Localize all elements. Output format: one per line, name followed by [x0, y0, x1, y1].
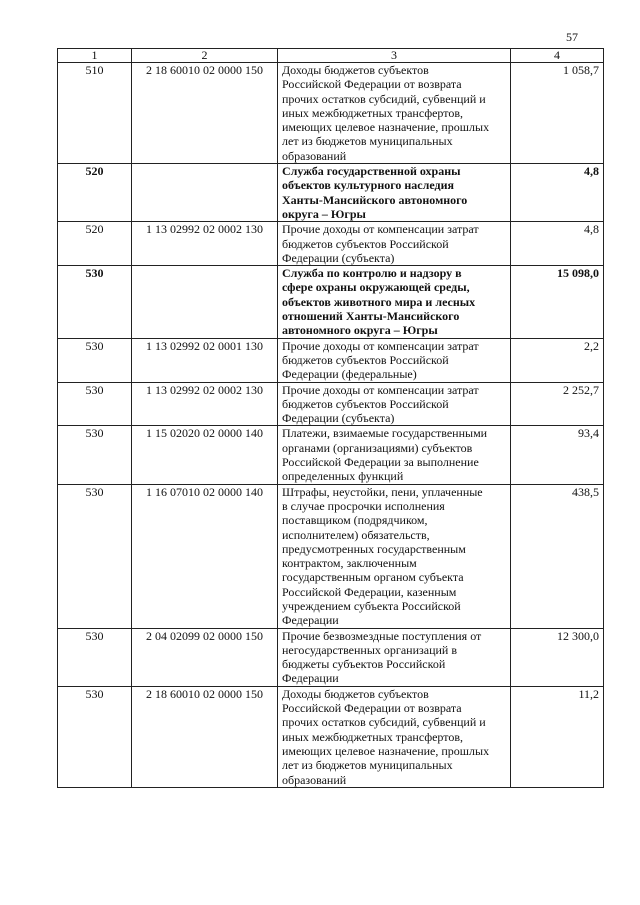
revenue-name-line: лет из бюджетов муниципальных: [282, 134, 453, 149]
revenue-name-line: государственным органом субъекта: [282, 570, 464, 585]
revenue-name-line: исполнителем) обязательств,: [282, 527, 430, 542]
revenue-name-line: органами (организациями) субъектов: [282, 440, 473, 455]
revenue-name-line: объектов животного мира и лесных: [282, 294, 476, 309]
revenue-name-cell: [278, 338, 511, 382]
revenue-name-line: Прочие безвозмездные поступления от: [282, 628, 482, 643]
revenue-name-line: иных межбюджетных трансфертов,: [282, 729, 464, 744]
amount-cell: 4,8: [511, 164, 604, 222]
revenue-name-line: негосударственных организаций в: [282, 642, 458, 657]
budget-code-cell: 1 13 02992 02 0002 130: [132, 382, 278, 426]
admin-code-cell: 530: [58, 338, 132, 382]
revenue-name-line: Прочие доходы от компенсации затрат: [282, 222, 479, 237]
table-row: [58, 222, 604, 266]
amount-cell: 1 058,7: [511, 63, 604, 164]
table-body: [58, 63, 604, 788]
table-row: [58, 338, 604, 382]
revenue-name-cell: [278, 426, 511, 484]
table-row-department: [58, 266, 604, 338]
revenue-name-line: лет из бюджетов муниципальных: [282, 758, 453, 773]
amount-cell: 93,4: [511, 426, 604, 484]
revenue-name-line: образований: [282, 148, 347, 163]
column-header-3: 3: [278, 49, 511, 63]
revenue-name-line: бюджетов субъектов Российской: [282, 236, 449, 251]
table-row: [58, 686, 604, 787]
column-header-1: 1: [58, 49, 132, 63]
revenue-name-line: иных межбюджетных трансфертов,: [282, 105, 464, 120]
admin-code-cell: 530: [58, 484, 132, 628]
budget-code-cell: 1 13 02992 02 0002 130: [132, 222, 278, 266]
revenue-name-line: имеющих целевое назначение, прошлых: [282, 743, 490, 758]
page-number: 57: [566, 30, 578, 44]
revenue-name-line: Федерации: [282, 671, 339, 686]
amount-cell: 15 098,0: [511, 266, 604, 338]
revenue-name-line: образований: [282, 772, 347, 787]
revenue-name-line: предусмотренных государственным: [282, 541, 466, 556]
admin-code-cell: 520: [58, 164, 132, 222]
revenue-name-cell: [278, 484, 511, 628]
amount-cell: 12 300,0: [511, 628, 604, 686]
budget-code-cell: 1 16 07010 02 0000 140: [132, 484, 278, 628]
revenue-name-cell: [278, 164, 511, 222]
admin-code-cell: 530: [58, 686, 132, 787]
revenue-name-line: Служба по контролю и надзору в: [282, 266, 462, 281]
revenue-name-line: Российской Федерации от возврата: [282, 77, 462, 92]
revenue-name-cell: [278, 382, 511, 426]
table-header-row: [58, 49, 604, 63]
revenue-name-line: Федерации (субъекта): [282, 411, 395, 426]
revenue-name-line: бюджетов субъектов Российской: [282, 396, 449, 411]
amount-cell: 2 252,7: [511, 382, 604, 426]
revenue-name-line: Федерации (федеральные): [282, 367, 417, 382]
revenue-name-line: учреждением субъекта Российской: [282, 598, 461, 613]
revenue-name-line: в случае просрочки исполнения: [282, 498, 445, 513]
revenue-name-line: Доходы бюджетов субъектов: [282, 686, 429, 701]
amount-cell: 4,8: [511, 222, 604, 266]
budget-code-cell: 2 04 02099 02 0000 150: [132, 628, 278, 686]
revenue-name-cell: [278, 63, 511, 164]
budget-code-cell: 1 15 02020 02 0000 140: [132, 426, 278, 484]
budget-code-cell: [132, 164, 278, 222]
admin-code-cell: 510: [58, 63, 132, 164]
revenue-name-line: Российской Федерации, казенным: [282, 584, 457, 599]
table-row: [58, 382, 604, 426]
revenue-name-line: поставщиком (подрядчиком,: [282, 513, 428, 528]
table-row: [58, 628, 604, 686]
revenue-name-line: автономного округа – Югры: [282, 323, 438, 338]
revenue-name-line: Российской Федерации за выполнение: [282, 455, 479, 470]
revenue-name-line: объектов культурного наследия: [282, 178, 455, 193]
revenue-name-line: контрактом, заключенным: [282, 556, 417, 571]
admin-code-cell: 530: [58, 266, 132, 338]
revenue-name-line: Федерации: [282, 613, 339, 628]
amount-cell: 11,2: [511, 686, 604, 787]
admin-code-cell: 520: [58, 222, 132, 266]
column-header-2: 2: [132, 49, 278, 63]
revenue-name-line: Доходы бюджетов субъектов: [282, 63, 429, 77]
revenue-name-line: Ханты-Мансийского автономного: [282, 192, 468, 207]
revenue-name-line: Прочие доходы от компенсации затрат: [282, 338, 479, 353]
revenue-name-line: округа – Югры: [282, 206, 366, 221]
revenue-name-line: Платежи, взимаемые государственными: [282, 426, 488, 441]
revenue-name-cell: [278, 686, 511, 787]
admin-code-cell: 530: [58, 628, 132, 686]
table-row-department: [58, 164, 604, 222]
revenue-name-line: сфере охраны окружающей среды,: [282, 280, 470, 295]
revenue-name-line: прочих остатков субсидий, субвенций и: [282, 91, 486, 106]
budget-code-cell: [132, 266, 278, 338]
revenue-name-cell: [278, 628, 511, 686]
admin-code-cell: 530: [58, 382, 132, 426]
revenue-name-line: отношений Ханты-Мансийского: [282, 309, 460, 324]
revenue-name-cell: [278, 222, 511, 266]
amount-cell: 2,2: [511, 338, 604, 382]
amount-cell: 438,5: [511, 484, 604, 628]
revenue-name-line: Российской Федерации от возврата: [282, 701, 462, 716]
revenue-name-line: имеющих целевое назначение, прошлых: [282, 120, 490, 135]
table-row: [58, 484, 604, 628]
budget-code-cell: 1 13 02992 02 0001 130: [132, 338, 278, 382]
column-header-4: 4: [511, 49, 604, 63]
revenue-name-line: бюджетов субъектов Российской: [282, 352, 449, 367]
revenue-name-cell: [278, 266, 511, 338]
revenue-name-line: Служба государственной охраны: [282, 164, 461, 179]
revenue-table: [57, 48, 604, 788]
revenue-name-line: Штрафы, неустойки, пени, уплаченные: [282, 484, 483, 499]
revenue-name-line: Федерации (субъекта): [282, 250, 395, 265]
table-row: [58, 63, 604, 164]
revenue-name-line: определенных функций: [282, 469, 404, 484]
budget-code-cell: 2 18 60010 02 0000 150: [132, 63, 278, 164]
revenue-name-line: прочих остатков субсидий, субвенций и: [282, 715, 486, 730]
revenue-name-line: Прочие доходы от компенсации затрат: [282, 382, 479, 397]
budget-code-cell: 2 18 60010 02 0000 150: [132, 686, 278, 787]
table-row: [58, 426, 604, 484]
admin-code-cell: 530: [58, 426, 132, 484]
revenue-name-line: бюджеты субъектов Российской: [282, 657, 446, 672]
